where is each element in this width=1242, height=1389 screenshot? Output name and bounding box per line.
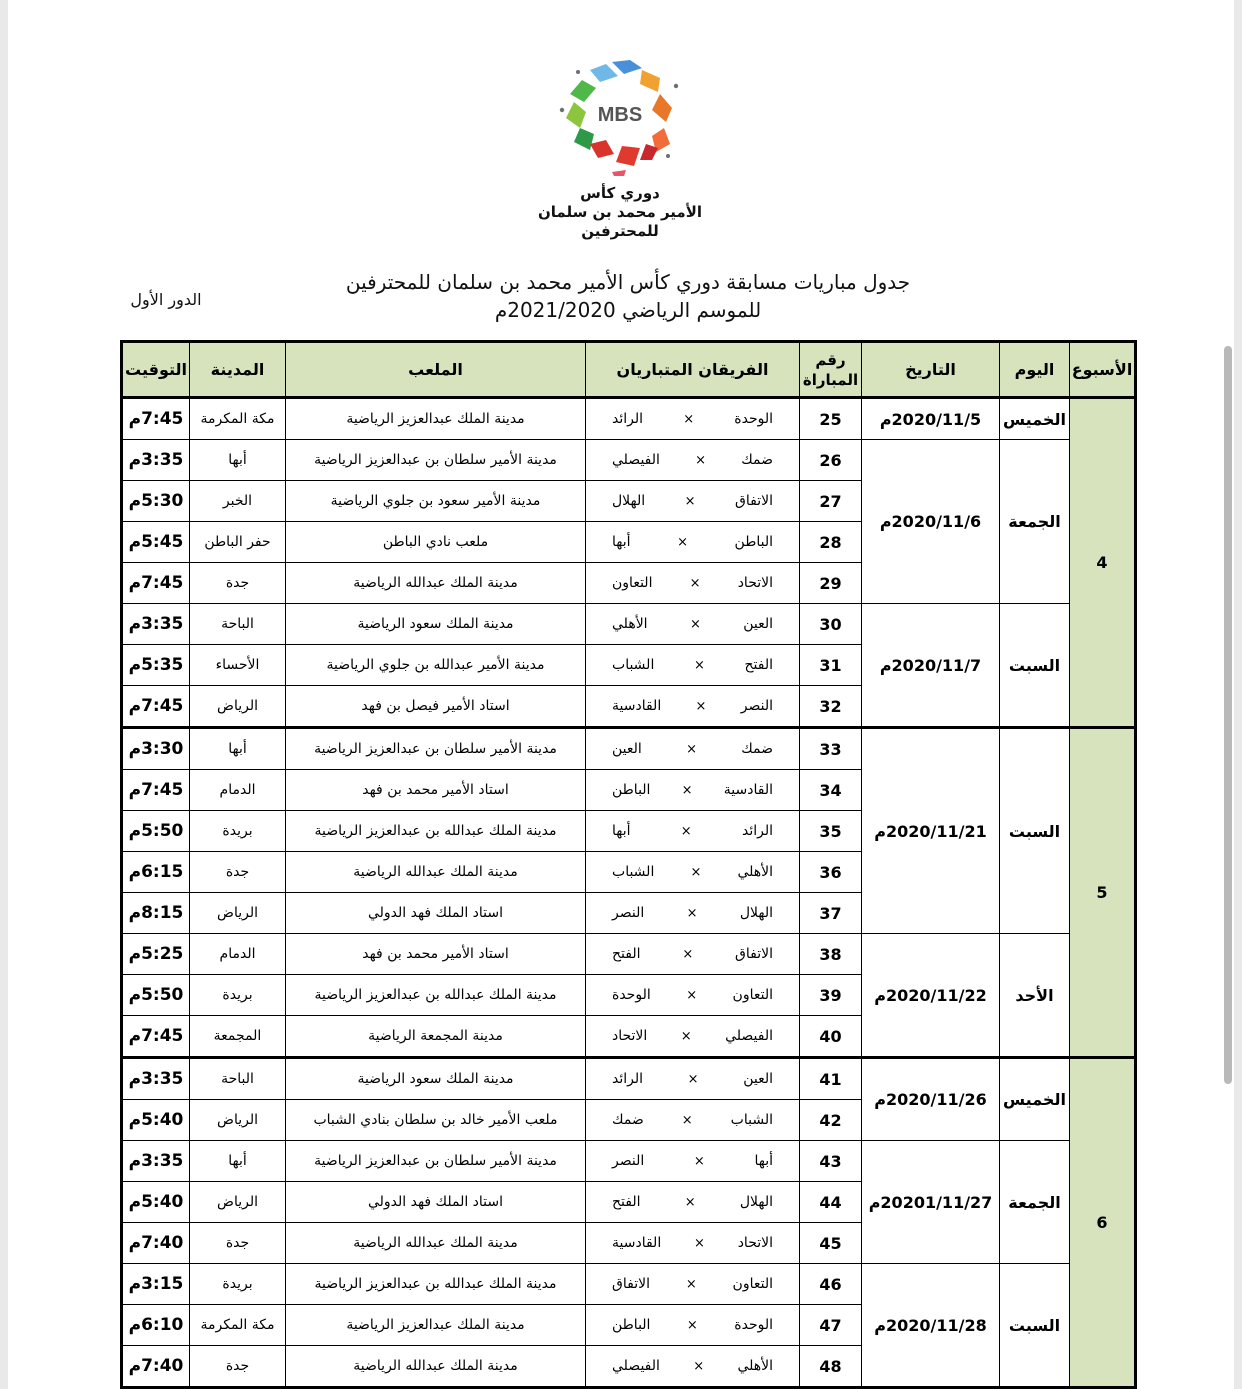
document-page <box>8 0 1234 1389</box>
match-number: 40 <box>800 1016 862 1058</box>
stadium-cell: مدينة الأمير سلطان بن عبدالعزيز الرياضية <box>286 728 586 770</box>
table-row <box>122 398 1136 440</box>
home-team: العين <box>743 616 773 632</box>
teams-pair <box>586 741 799 757</box>
day-cell: الخميس <box>1000 398 1070 440</box>
versus-mark: × <box>680 1028 692 1044</box>
date-cell: 2020/11/26م <box>862 1058 1000 1141</box>
stadium-cell: مدينة الملك عبدالله الرياضية <box>286 852 586 893</box>
teams-cell <box>586 1346 800 1388</box>
match-number: 33 <box>800 728 862 770</box>
city-cell: مكة المكرمة <box>190 1305 286 1346</box>
home-team: ضمك <box>741 741 773 757</box>
header-week: الأسبوع <box>1070 342 1136 398</box>
away-team: الفتح <box>612 1194 641 1210</box>
teams-pair <box>586 1071 799 1087</box>
teams-cell <box>586 1016 800 1058</box>
match-number: 27 <box>800 481 862 522</box>
stadium-cell: مدينة الأمير عبدالله بن جلوي الرياضية <box>286 645 586 686</box>
match-number: 44 <box>800 1182 862 1223</box>
match-number: 29 <box>800 563 862 604</box>
city-cell: جدة <box>190 563 286 604</box>
table-row <box>122 728 1136 770</box>
date-cell: 2020/11/28م <box>862 1264 1000 1388</box>
teams-pair <box>586 1235 799 1251</box>
teams-pair <box>586 987 799 1003</box>
teams-cell <box>586 975 800 1016</box>
time-cell: 5:50م <box>122 975 190 1016</box>
versus-mark: × <box>689 616 701 632</box>
versus-mark: × <box>693 1153 705 1169</box>
versus-mark: × <box>677 534 688 550</box>
versus-mark: × <box>681 782 693 798</box>
table-row <box>122 1058 1136 1100</box>
day-cell: الجمعة <box>1000 1141 1070 1264</box>
table-row <box>122 1141 1136 1182</box>
header-row <box>122 342 1136 398</box>
day-cell: الجمعة <box>1000 440 1070 604</box>
teams-pair <box>586 905 799 921</box>
home-team: الفتح <box>744 657 773 673</box>
header-match-no-label: رقم المباراة <box>802 350 859 389</box>
home-team: الوحدة <box>734 1317 773 1333</box>
city-cell: بريدة <box>190 975 286 1016</box>
table-row <box>122 1264 1136 1305</box>
stadium-cell: مدينة الأمير سلطان بن عبدالعزيز الرياضية <box>286 440 586 481</box>
match-number: 34 <box>800 770 862 811</box>
city-cell: أبها <box>190 1141 286 1182</box>
match-number: 32 <box>800 686 862 728</box>
teams-cell <box>586 481 800 522</box>
away-team: النصر <box>612 905 645 921</box>
day-cell: السبت <box>1000 728 1070 934</box>
league-logo <box>554 52 686 176</box>
match-number: 30 <box>800 604 862 645</box>
home-team: القادسية <box>723 782 773 798</box>
teams-pair <box>586 698 799 714</box>
away-team: العين <box>612 741 642 757</box>
teams-cell <box>586 1264 800 1305</box>
teams-cell <box>586 645 800 686</box>
teams-cell <box>586 1223 800 1264</box>
week-cell: 4 <box>1070 398 1136 728</box>
week-cell: 6 <box>1070 1058 1136 1388</box>
versus-mark: × <box>695 452 707 468</box>
versus-mark: × <box>693 1358 705 1374</box>
teams-cell <box>586 852 800 893</box>
match-number: 39 <box>800 975 862 1016</box>
away-team: الباطن <box>612 1317 651 1333</box>
stadium-cell: مدينة الملك عبدالله الرياضية <box>286 1223 586 1264</box>
stadium-cell: مدينة الملك عبدالعزيز الرياضية <box>286 398 586 440</box>
teams-pair <box>586 1194 799 1210</box>
time-cell: 7:45م <box>122 398 190 440</box>
city-cell: الباحة <box>190 1058 286 1100</box>
home-team: الأهلي <box>737 1358 773 1374</box>
day-cell: السبت <box>1000 604 1070 728</box>
home-team: الفيصلي <box>725 1028 773 1044</box>
versus-mark: × <box>682 946 694 962</box>
logo-text: MBS <box>597 104 643 126</box>
header-stadium: الملعب <box>286 342 586 398</box>
stadium-cell: مدينة الملك عبدالله بن عبدالعزيز الرياضية <box>286 811 586 852</box>
time-cell: 5:30م <box>122 481 190 522</box>
date-cell: 2020/11/5م <box>862 398 1000 440</box>
city-cell: الدمام <box>190 770 286 811</box>
city-cell: جدة <box>190 1346 286 1388</box>
match-number: 36 <box>800 852 862 893</box>
teams-pair <box>586 575 799 591</box>
city-cell: حفر الباطن <box>190 522 286 563</box>
time-cell: 3:30م <box>122 728 190 770</box>
schedule-table <box>120 340 1137 1389</box>
versus-mark: × <box>686 905 698 921</box>
away-team: الرائد <box>612 1071 644 1087</box>
teams-cell <box>586 1141 800 1182</box>
city-cell: أبها <box>190 728 286 770</box>
home-team: الهلال <box>739 905 773 921</box>
league-name <box>500 184 740 241</box>
header-time: التوقيت <box>122 342 190 398</box>
versus-mark: × <box>689 575 701 591</box>
day-cell: الأحد <box>1000 934 1070 1058</box>
city-cell: المجمعة <box>190 1016 286 1058</box>
versus-mark: × <box>686 741 697 757</box>
stadium-cell: مدينة المجمعة الرياضية <box>286 1016 586 1058</box>
schedule-body <box>122 398 1136 1388</box>
home-team: الباطن <box>734 534 773 550</box>
teams-pair <box>586 657 799 673</box>
table-row <box>122 440 1136 481</box>
time-cell: 7:45م <box>122 563 190 604</box>
city-cell: مكة المكرمة <box>190 398 286 440</box>
teams-pair <box>586 493 799 509</box>
home-team: العين <box>743 1071 773 1087</box>
city-cell: الرياض <box>190 1182 286 1223</box>
stadium-cell: استاد الأمير محمد بن فهد <box>286 770 586 811</box>
versus-mark: × <box>680 823 692 839</box>
city-cell: بريدة <box>190 1264 286 1305</box>
time-cell: 6:15م <box>122 852 190 893</box>
time-cell: 8:15م <box>122 893 190 934</box>
time-cell: 3:35م <box>122 1141 190 1182</box>
city-cell: الدمام <box>190 934 286 975</box>
city-cell: الأحساء <box>190 645 286 686</box>
away-team: أبها <box>612 823 631 839</box>
teams-pair <box>586 534 799 550</box>
away-team: ضمك <box>612 1112 644 1128</box>
league-name-line: للمحترفين <box>581 222 659 240</box>
stadium-cell: مدينة الملك عبدالله بن عبدالعزيز الرياضية <box>286 975 586 1016</box>
home-team: الرائد <box>741 823 773 839</box>
home-team: الوحدة <box>734 411 773 427</box>
away-team: أبها <box>612 534 631 550</box>
stadium-cell: استاد الأمير فيصل بن فهد <box>286 686 586 728</box>
date-cell: 2020/11/7م <box>862 604 1000 728</box>
teams-pair <box>586 1276 799 1292</box>
teams-pair <box>586 1358 799 1374</box>
home-team: التعاون <box>732 1276 773 1292</box>
day-cell: السبت <box>1000 1264 1070 1388</box>
stadium-cell: مدينة الملك عبدالله الرياضية <box>286 563 586 604</box>
away-team: الشباب <box>612 864 655 880</box>
match-number: 25 <box>800 398 862 440</box>
time-cell: 7:40م <box>122 1346 190 1388</box>
teams-cell <box>586 811 800 852</box>
away-team: التعاون <box>612 575 653 591</box>
away-team: الباطن <box>612 782 651 798</box>
home-team: ضمك <box>741 452 773 468</box>
time-cell: 5:45م <box>122 522 190 563</box>
away-team: الفيصلي <box>612 452 660 468</box>
title-line-1: جدول مباريات مسابقة دوري كأس الأمير محمد بن سلمان للمحترفين <box>345 270 911 294</box>
teams-cell <box>586 1305 800 1346</box>
header-match-no <box>800 342 862 398</box>
city-cell: الرياض <box>190 1100 286 1141</box>
match-number: 28 <box>800 522 862 563</box>
league-name-line: الأمير محمد بن سلمان <box>537 203 703 221</box>
home-team: الشباب <box>730 1112 773 1128</box>
teams-pair <box>586 823 799 839</box>
teams-pair <box>586 452 799 468</box>
home-team: التعاون <box>732 987 773 1003</box>
versus-mark: × <box>693 657 705 673</box>
title-line-2: للموسم الرياضي 2021/2020م <box>494 298 762 322</box>
time-cell: 5:35م <box>122 645 190 686</box>
time-cell: 5:25م <box>122 934 190 975</box>
header-city: المدينة <box>190 342 286 398</box>
away-team: القادسية <box>612 1235 662 1251</box>
match-number: 38 <box>800 934 862 975</box>
header-day: اليوم <box>1000 342 1070 398</box>
date-cell: 2020/11/21م <box>862 728 1000 934</box>
city-cell: الرياض <box>190 893 286 934</box>
stadium-cell: مدينة الملك عبدالعزيز الرياضية <box>286 1305 586 1346</box>
away-team: الأهلي <box>612 616 648 632</box>
stadium-cell: استاد الملك فهد الدولي <box>286 893 586 934</box>
teams-pair <box>586 782 799 798</box>
date-cell: 2020/11/22م <box>862 934 1000 1058</box>
match-number: 26 <box>800 440 862 481</box>
teams-pair <box>586 411 799 427</box>
versus-mark: × <box>690 864 702 880</box>
stadium-cell: مدينة الملك عبدالله الرياضية <box>286 1346 586 1388</box>
home-team: الاتفاق <box>735 493 773 509</box>
teams-pair <box>586 616 799 632</box>
teams-cell <box>586 398 800 440</box>
stadium-cell: مدينة الأمير سعود بن جلوي الرياضية <box>286 481 586 522</box>
city-cell: الرياض <box>190 686 286 728</box>
versus-mark: × <box>683 411 695 427</box>
teams-cell <box>586 563 800 604</box>
teams-pair <box>586 864 799 880</box>
away-team: الهلال <box>612 493 646 509</box>
time-cell: 3:15م <box>122 1264 190 1305</box>
time-cell: 6:10م <box>122 1305 190 1346</box>
time-cell: 5:50م <box>122 811 190 852</box>
home-team: النصر <box>740 698 773 714</box>
away-team: الاتحاد <box>612 1028 648 1044</box>
match-number: 42 <box>800 1100 862 1141</box>
stadium-cell: مدينة الملك عبدالله بن عبدالعزيز الرياضية <box>286 1264 586 1305</box>
time-cell: 3:35م <box>122 440 190 481</box>
time-cell: 7:45م <box>122 1016 190 1058</box>
versus-mark: × <box>684 1194 696 1210</box>
city-cell: بريدة <box>190 811 286 852</box>
teams-pair <box>586 946 799 962</box>
home-team: الأهلي <box>737 864 773 880</box>
day-cell: الخميس <box>1000 1058 1070 1141</box>
table-row <box>122 934 1136 975</box>
teams-cell <box>586 1100 800 1141</box>
versus-mark: × <box>695 698 707 714</box>
teams-cell <box>586 522 800 563</box>
teams-cell <box>586 604 800 645</box>
header-teams: الفريقان المتباريان <box>586 342 800 398</box>
time-cell: 7:40م <box>122 1223 190 1264</box>
teams-cell <box>586 440 800 481</box>
date-cell: 20201/11/27م <box>862 1141 1000 1264</box>
away-team: الشباب <box>612 657 655 673</box>
versus-mark: × <box>686 987 698 1003</box>
versus-mark: × <box>681 1112 693 1128</box>
time-cell: 3:35م <box>122 604 190 645</box>
match-number: 41 <box>800 1058 862 1100</box>
teams-pair <box>586 1028 799 1044</box>
home-team: أبها <box>754 1153 773 1169</box>
away-team: القادسية <box>612 698 662 714</box>
versus-mark: × <box>685 1276 697 1292</box>
away-team: الرائد <box>612 411 644 427</box>
away-team: الفتح <box>612 946 641 962</box>
stadium-cell: مدينة الأمير سلطان بن عبدالعزيز الرياضية <box>286 1141 586 1182</box>
city-cell: جدة <box>190 852 286 893</box>
teams-cell <box>586 728 800 770</box>
match-number: 48 <box>800 1346 862 1388</box>
time-cell: 5:40م <box>122 1182 190 1223</box>
time-cell: 7:45م <box>122 686 190 728</box>
versus-mark: × <box>687 1071 699 1087</box>
teams-cell <box>586 686 800 728</box>
city-cell: أبها <box>190 440 286 481</box>
teams-pair <box>586 1317 799 1333</box>
round-label: الدور الأول <box>130 290 202 309</box>
match-number: 47 <box>800 1305 862 1346</box>
document-title <box>308 268 948 324</box>
city-cell: الباحة <box>190 604 286 645</box>
teams-cell <box>586 934 800 975</box>
teams-cell <box>586 1182 800 1223</box>
stadium-cell: استاد الأمير محمد بن فهد <box>286 934 586 975</box>
match-number: 37 <box>800 893 862 934</box>
teams-cell <box>586 1058 800 1100</box>
teams-pair <box>586 1112 799 1128</box>
header-date: التاريخ <box>862 342 1000 398</box>
away-team: الوحدة <box>612 987 651 1003</box>
time-cell: 5:40م <box>122 1100 190 1141</box>
league-name-line: دوري كأس <box>580 184 660 202</box>
versus-mark: × <box>684 493 696 509</box>
city-cell: جدة <box>190 1223 286 1264</box>
match-number: 43 <box>800 1141 862 1182</box>
teams-pair <box>586 1153 799 1169</box>
home-team: الاتفاق <box>735 946 773 962</box>
teams-cell <box>586 893 800 934</box>
stadium-cell: مدينة الملك سعود الرياضية <box>286 1058 586 1100</box>
date-cell: 2020/11/6م <box>862 440 1000 604</box>
time-cell: 3:35م <box>122 1058 190 1100</box>
away-team: الفيصلي <box>612 1358 660 1374</box>
stadium-cell: مدينة الملك سعود الرياضية <box>286 604 586 645</box>
home-team: الاتحاد <box>737 1235 773 1251</box>
away-team: الاتفاق <box>612 1276 650 1292</box>
match-number: 46 <box>800 1264 862 1305</box>
match-number: 31 <box>800 645 862 686</box>
versus-mark: × <box>694 1235 705 1251</box>
stadium-cell: ملعب نادي الباطن <box>286 522 586 563</box>
teams-cell <box>586 770 800 811</box>
week-cell: 5 <box>1070 728 1136 1058</box>
home-team: الهلال <box>739 1194 773 1210</box>
home-team: الاتحاد <box>737 575 773 591</box>
stadium-cell: استاد الملك فهد الدولي <box>286 1182 586 1223</box>
table-row <box>122 604 1136 645</box>
time-cell: 7:45م <box>122 770 190 811</box>
match-number: 45 <box>800 1223 862 1264</box>
away-team: النصر <box>612 1153 645 1169</box>
match-number: 35 <box>800 811 862 852</box>
city-cell: الخبر <box>190 481 286 522</box>
scrollbar-thumb[interactable] <box>1224 346 1232 1084</box>
stadium-cell: ملعب الأمير خالد بن سلطان بنادي الشباب <box>286 1100 586 1141</box>
versus-mark: × <box>686 1317 698 1333</box>
